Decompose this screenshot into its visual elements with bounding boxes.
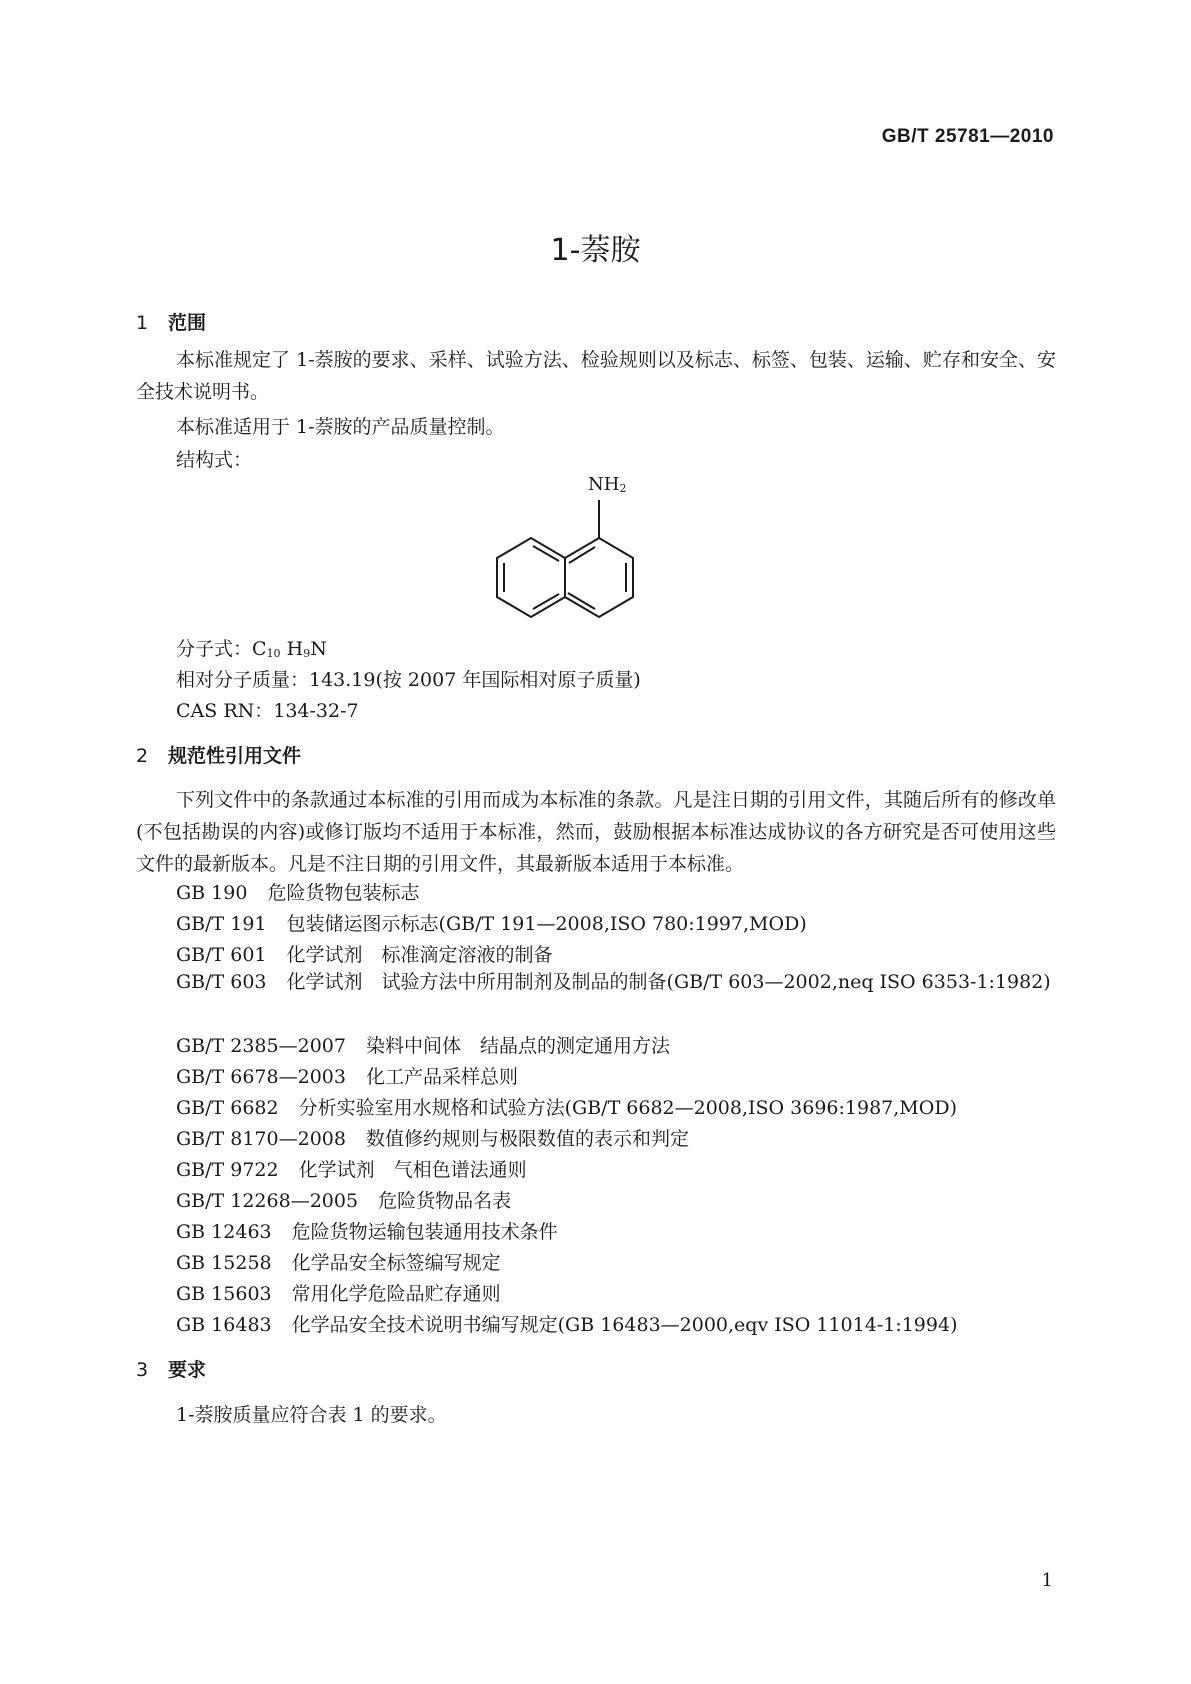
cas-number: CAS RN：134-32-7 <box>176 700 359 722</box>
reference-item: GB/T 12268—2005 危险货物品名表 <box>176 1190 512 1212</box>
section-number: 2 <box>136 745 149 767</box>
reference-item: GB/T 601 化学试剂 标准滴定溶液的制备 <box>176 944 553 966</box>
section-title: 范围 <box>168 312 207 334</box>
references-intro: 下列文件中的条款通过本标准的引用而成为本标准的条款。凡是注日期的引用文件，其随后所有的修改单(不包括勘误的内容)或修订版均不适用于本标准，然而，鼓励根据本标准达成协议的各方研究是否可使用这些文件的最新版本。凡是不注日期的引用文件，其最新版本适用于本标准。 <box>136 789 1056 875</box>
reference-item: GB 15258 化学品安全标签编写规定 <box>176 1252 501 1274</box>
molecular-mass: 相对分子质量：143.19(按 2007 年国际相对原子质量) <box>176 669 641 691</box>
section-title: 规范性引用文件 <box>168 745 302 767</box>
double-bond <box>533 546 559 561</box>
section-title: 要求 <box>168 1359 207 1381</box>
double-bond <box>569 547 595 563</box>
amine-group-label: $NH_2$ <box>588 474 627 495</box>
reference-item: GB/T 6678—2003 化工产品采样总则 <box>176 1066 518 1088</box>
naphthylamine-structure <box>495 500 705 690</box>
document-title: 1-萘胺 <box>550 233 641 268</box>
molecular-formula: 分子式：$C_{10}$ $H_9N$ <box>176 638 327 660</box>
requirements-paragraph: 1-萘胺质量应符合表 1 的要求。 <box>176 1404 447 1426</box>
reference-item: GB/T 191 包装储运图示标志(GB/T 191—2008,ISO 780:1997,MOD) <box>176 913 807 935</box>
reference-item: GB 190 危险货物包装标志 <box>176 882 420 904</box>
reference-item: GB/T 8170—2008 数值修约规则与极限数值的表示和判定 <box>176 1128 689 1150</box>
reference-item: GB 12463 危险货物运输包装通用技术条件 <box>176 1221 558 1243</box>
section-heading-scope <box>136 308 206 335</box>
page-number: 1 <box>1041 1570 1053 1591</box>
structural-formula-diagram <box>495 500 705 690</box>
left-ring <box>497 538 565 617</box>
section-heading-requirements <box>136 1355 206 1382</box>
right-ring <box>565 538 633 617</box>
reference-item: GB/T 603 化学试剂 试验方法中所用制剂及制品的制备(GB/T 603—2002,neq ISO 6353-1:1982) <box>176 971 1051 993</box>
section-number: 1 <box>136 312 149 334</box>
structure-label: 结构式： <box>176 449 253 471</box>
reference-item: GB 16483 化学品安全技术说明书编写规定(GB 16483—2000,eqv ISO 11014-1:1994) <box>176 1314 958 1336</box>
standard-number: GB/T 25781—2010 <box>881 126 1054 147</box>
double-bond <box>533 594 559 609</box>
section-heading-normative-references <box>136 741 301 768</box>
reference-item: GB/T 6682 分析实验室用水规格和试验方法(GB/T 6682—2008,ISO 3696:1987,MOD) <box>176 1097 957 1119</box>
reference-item: GB/T 9722 化学试剂 气相色谱法通则 <box>176 1159 527 1181</box>
reference-item: GB/T 2385—2007 染料中间体 结晶点的测定通用方法 <box>176 1035 670 1057</box>
scope-paragraph: 本标准规定了 1-萘胺的要求、采样、试验方法、检验规则以及标志、标签、包装、运输、贮存和安全、安全技术说明书。 <box>136 349 1056 403</box>
reference-item: GB 15603 常用化学危险品贮存通则 <box>176 1283 501 1305</box>
scope-applicability: 本标准适用于 1-萘胺的产品质量控制。 <box>176 416 505 438</box>
section-number: 3 <box>136 1359 149 1381</box>
